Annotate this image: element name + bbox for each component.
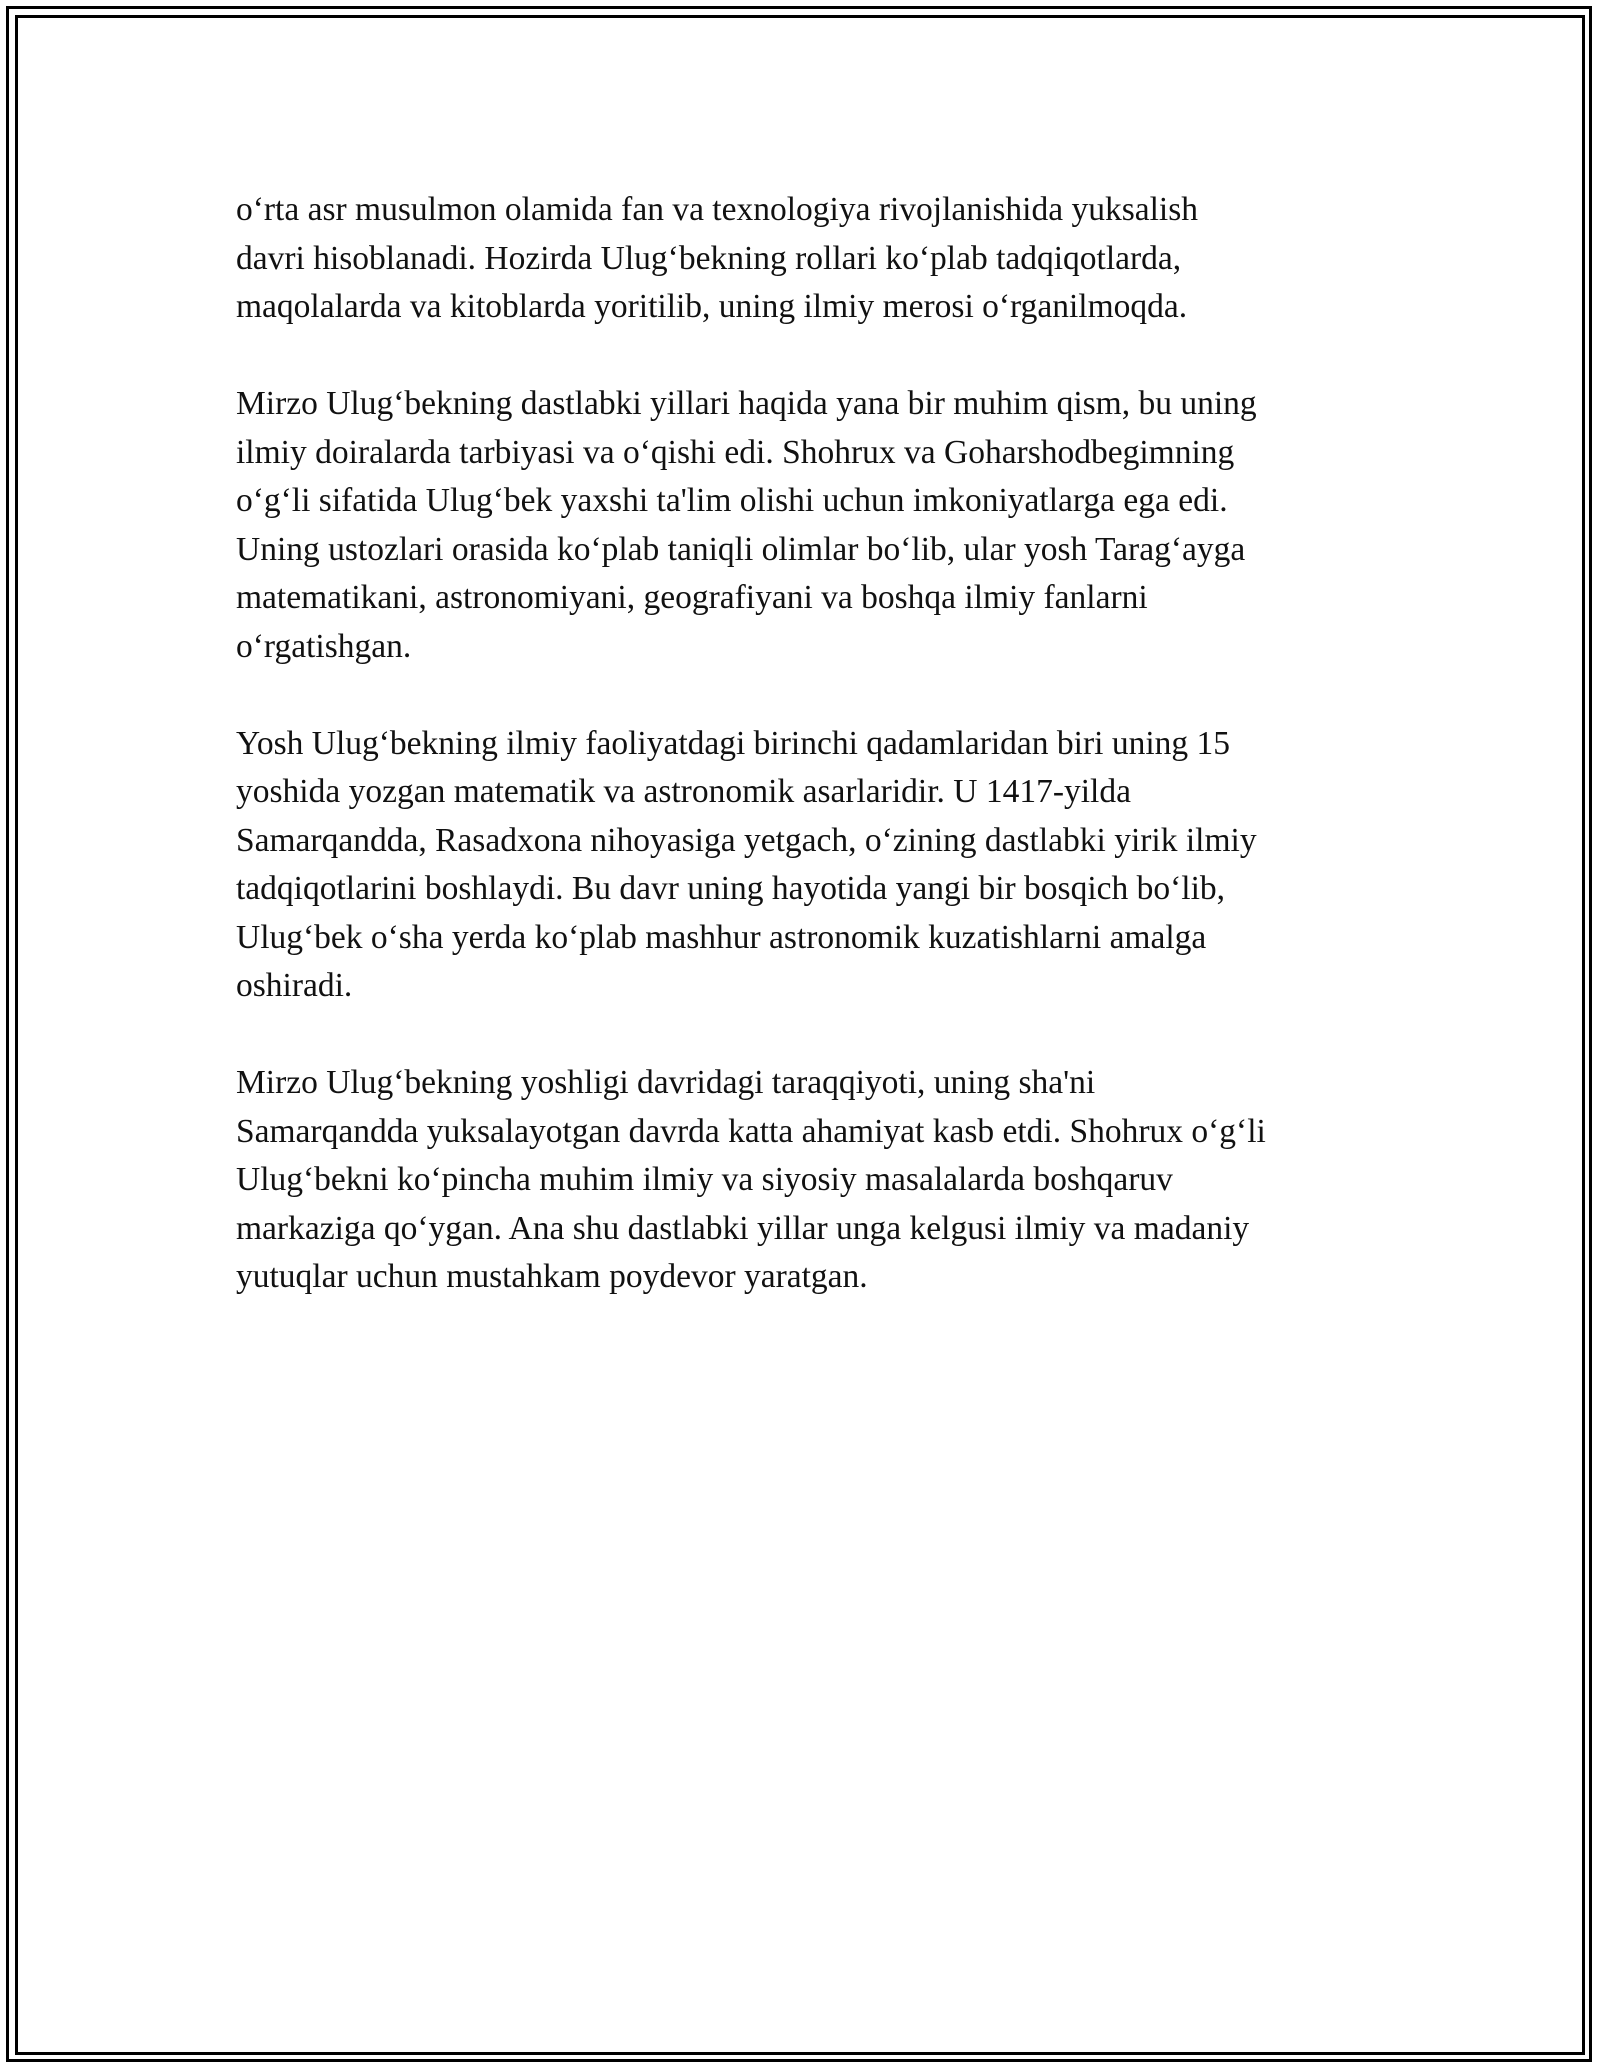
paragraph-line: matematikani, astronomiyani, geografiyani va boshqa ilmiy fanlarni xyxy=(236,579,1148,616)
paragraph-3 xyxy=(236,720,1396,1011)
paragraph-line: tadqiqotlarini boshlaydi. Bu davr uning hayotida yangi bir bosqich bo‘lib, xyxy=(236,870,1226,907)
paragraph-line: Yosh Ulug‘bekning ilmiy faoliyatdagi birinchi qadamlaridan biri uning 15 xyxy=(236,724,1231,762)
paragraph-2 xyxy=(236,380,1396,671)
paragraph-line: Samarqandda yuksalayotgan davrda katta ahamiyat kasb etdi. Shohrux o‘g‘li xyxy=(236,1112,1266,1150)
paragraph-line: markaziga qo‘ygan. Ana shu dastlabki yillar unga kelgusi ilmiy va madaniy xyxy=(236,1209,1250,1247)
paragraph-line: maqolalarda va kitoblarda yoritilib, uning ilmiy merosi o‘rganilmoqda. xyxy=(236,288,1188,325)
paragraph-line: Ulug‘bekni ko‘pincha muhim ilmiy va siyosiy masalalarda boshqaruv xyxy=(236,1161,1173,1198)
paragraph-line: Ulug‘bek o‘sha yerda ko‘plab mashhur astronomik kuzatishlarni amalga xyxy=(236,918,1207,956)
paragraph-line: o‘rgatishgan. xyxy=(236,627,412,665)
paragraph-line: Uning ustozlari orasida ko‘plab taniqli olimlar bo‘lib, ular yosh Tarag‘ayga xyxy=(236,530,1246,568)
document-body xyxy=(236,186,1396,1350)
paragraph-line: Samarqandda, Rasadxona nihoyasiga yetgach, o‘zining dastlabki yirik ilmiy xyxy=(236,821,1257,859)
paragraph-line: Mirzo Ulug‘bekning dastlabki yillari haqida yana bir muhim qism, bu uning xyxy=(236,385,1257,422)
paragraph-1 xyxy=(236,186,1396,332)
paragraph-line: yutuqlar uchun mustahkam poydevor yaratgan. xyxy=(236,1258,868,1295)
paragraph-4 xyxy=(236,1059,1396,1302)
paragraph-line: davri hisoblanadi. Hozirda Ulug‘bekning rollari ko‘plab tadqiqotlarda, xyxy=(236,239,1182,277)
paragraph-line: o‘g‘li sifatida Ulug‘bek yaxshi ta'lim olishi uchun imkoniyatlarga ega edi. xyxy=(236,482,1228,519)
paragraph-line: yoshida yozgan matematik va astronomik asarlaridir. U 1417-yilda xyxy=(236,773,1131,810)
paragraph-line: o‘rta asr musulmon olamida fan va texnologiya rivojlanishida yuksalish xyxy=(236,191,1198,228)
paragraph-line: oshiradi. xyxy=(236,967,353,1004)
paragraph-line: Mirzo Ulug‘bekning yoshligi davridagi taraqqiyoti, uning sha'ni xyxy=(236,1064,1096,1101)
paragraph-line: ilmiy doiralarda tarbiyasi va o‘qishi edi. Shohrux va Goharshodbegimning xyxy=(236,433,1235,471)
